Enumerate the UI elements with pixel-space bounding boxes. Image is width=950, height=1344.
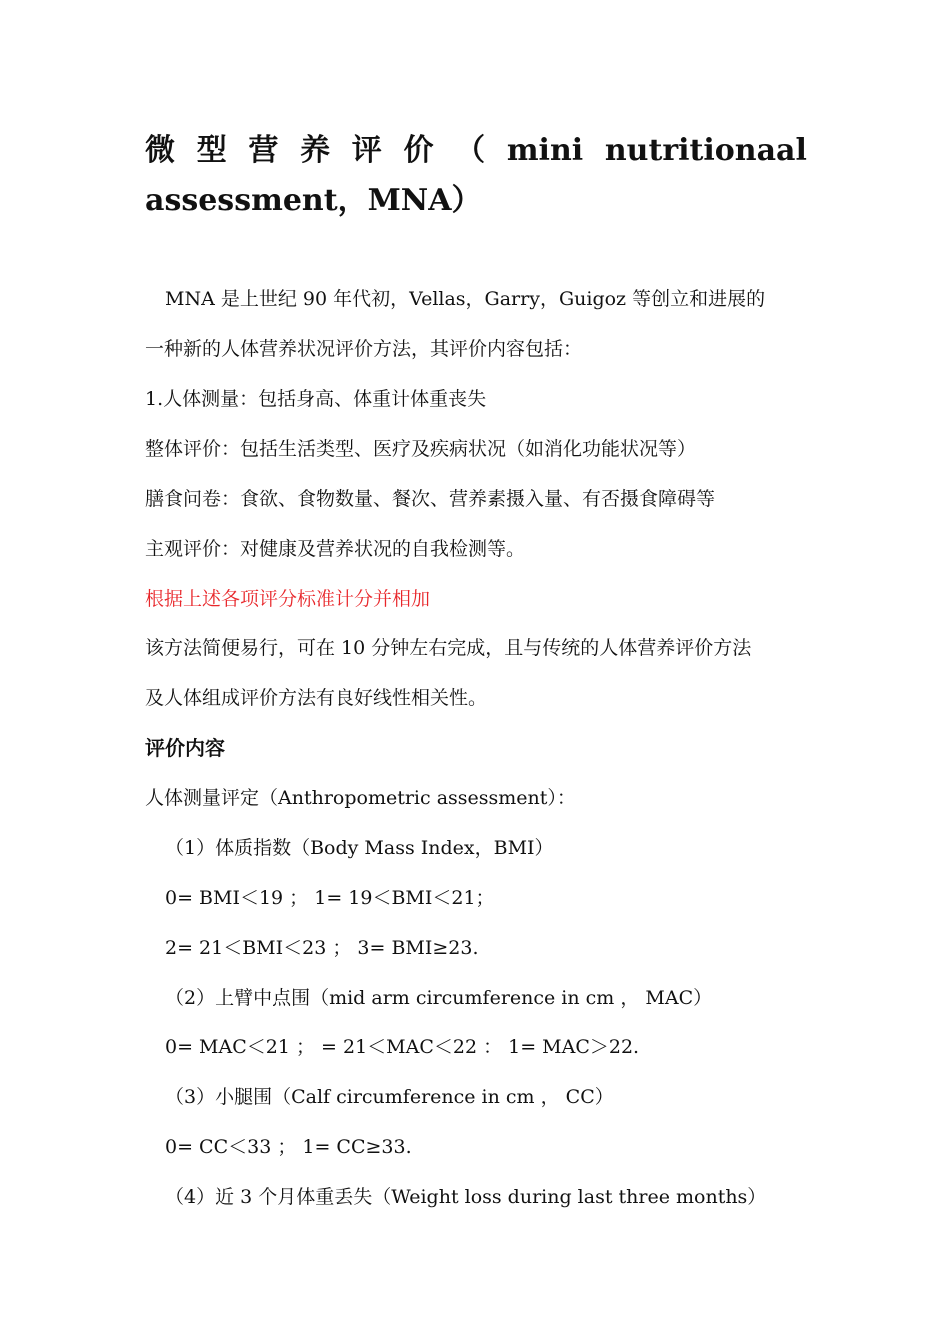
title-token: 评 [351,133,382,168]
title-token: 型 [196,133,227,168]
content-item-dietary-questionnaire: 膳食问卷：食欲、食物数量、餐次、营养素摄入量、有否摄食障碍等 [145,488,716,510]
content-item-anthropometry: 1.人体测量：包括身高、体重计体重丧失 [145,388,487,410]
summary-paragraph-line-2: 及人体组成评价方法有良好线性相关性。 [145,687,488,709]
title-token: 营 [248,133,279,168]
intro-paragraph-line-1: MNA 是上世纪 90 年代初，Vellas，Garry，Guigoz 等创立和进展的 [165,288,766,310]
cc-score-line: 0= CC＜33 ； 1= CC≥33. [165,1136,412,1158]
bmi-score-line-2: 2= 21＜BMI＜23 ； 3= BMI≥23. [165,937,479,959]
anthropometric-heading: 人体测量评定（Anthropometric assessment）： [145,787,576,809]
title-token: nutritionaal [604,133,807,168]
summary-paragraph-line-1: 该方法简便易行，可在 10 分钟左右完成，且与传统的人体营养评价方法 [145,637,752,659]
title-token: 价 [403,133,434,168]
cc-criteria-title: （3）小腿围（Calf circumference in cm ， CC） [165,1086,614,1108]
bmi-score-line-1: 0= BMI＜19 ； 1= 19＜BMI＜21； [165,887,495,909]
content-item-subjective-assessment: 主观评价：对健康及营养状况的自我检测等。 [145,538,526,560]
bmi-criteria-title: （1）体质指数（Body Mass Index，BMI） [165,837,554,859]
mac-score-line: 0= MAC＜21 ； = 21＜MAC＜22 ： 1= MAC＞22. [165,1036,640,1058]
title-token: （ [455,133,486,168]
section-heading-evaluation: 评价内容 [145,736,225,760]
intro-paragraph-line-2: 一种新的人体营养状况评价方法，其评价内容包括： [145,338,583,360]
title-token: 微 [145,133,175,168]
mac-criteria-title: （2）上臂中点围（mid arm circumference in cm ， MAC） [165,987,713,1009]
scoring-highlight-text: 根据上述各项评分标准计分并相加 [145,588,431,610]
title-token: 养 [300,133,331,168]
content-item-global-assessment: 整体评价：包括生活类型、医疗及疾病状况（如消化功能状况等） [145,438,697,460]
weight-loss-criteria-title: （4）近 3 个月体重丢失（Weight loss during last three months） [165,1186,767,1208]
document-title-line-2: assessment，MNA） [145,183,482,218]
document-title-line-1 [145,126,807,176]
title-token: mini [506,133,584,168]
